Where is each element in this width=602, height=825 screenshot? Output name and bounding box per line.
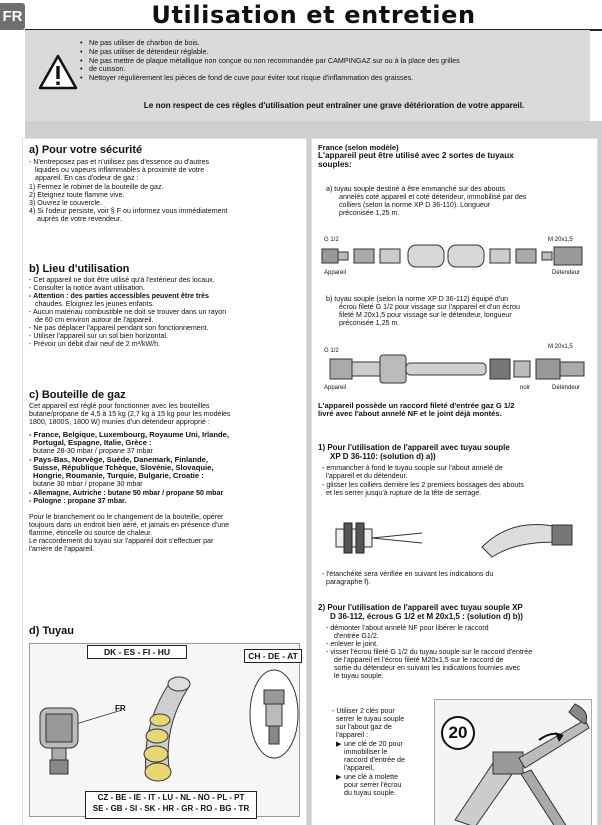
warning-item: • Nettoyer régulièrement les pièces de fond de cuve pour éviter tout risque d'inflammation des graisses. bbox=[80, 74, 588, 83]
text-line: immobiliser le bbox=[344, 748, 388, 756]
country-line: SE - GB - SI - SK - HR - GR - RO - BG - TR bbox=[92, 804, 250, 813]
label-g12: G 1/2 bbox=[324, 348, 339, 354]
text-line: Pour le branchement ou le changement de la bouteille, opérer bbox=[29, 513, 224, 521]
text-line: butane 28-30 mbar / propane 37 mbar bbox=[33, 447, 153, 455]
text-line: sortie du détendeur en suivant les indications fournies avec bbox=[334, 664, 521, 672]
text-line: - Cet appareil ne doit être utilisé qu'à l'extérieur des locaux. bbox=[29, 276, 215, 284]
section-d-title: d) Tuyau bbox=[29, 625, 75, 637]
text-line: - Pays-Bas, Norvège, Suède, Danemark, Finlande, bbox=[29, 455, 208, 464]
text-line: - Allemagne, Autriche : butane 50 mbar / propane 50 mbar bbox=[29, 489, 224, 497]
text-line: paragraphe f). bbox=[326, 578, 371, 586]
label-m20: M 20x1,5 bbox=[548, 237, 573, 243]
text-line: pour serrer l'écrou bbox=[344, 781, 402, 789]
fr-label: FR bbox=[115, 704, 126, 713]
text-line: chaudes. Eloignez les jeunes enfants. bbox=[35, 300, 155, 308]
warning-item: • Ne pas utiliser de charbon de bois. bbox=[80, 39, 588, 48]
label-appareil: Appareil bbox=[324, 385, 347, 391]
warning-item: • Ne pas utiliser de détendeur réglable. bbox=[80, 48, 588, 57]
s2-title: D 36-112, écrous G 1/2 et M 20x1,5 : (solution d) b)) bbox=[330, 612, 523, 621]
text-line: Cet appareil est réglé pour fonctionner avec les bouteilles bbox=[29, 402, 210, 410]
text-line: une clé à molette bbox=[344, 773, 399, 781]
warning-item: • Ne pas mettre de plaque métallique non conçue ou non recommandée par CAMPINGAZ sur ou à la place des grilles bbox=[80, 57, 588, 66]
text-line: - Utiliser 2 clés pour bbox=[332, 707, 395, 715]
raccord-line: livré avec l'about annelé NF et le joint déjà montés. bbox=[318, 409, 502, 418]
right-heading-2: L'appareil peut être utilisé avec 2 sortes de tuyaux bbox=[318, 151, 514, 160]
text-line: appareil. En cas d'odeur de gaz : bbox=[35, 174, 139, 182]
text-line: l'arrière de l'appareil. bbox=[29, 545, 95, 553]
wrench-size-badge: 20 bbox=[441, 716, 475, 750]
text-line: Le raccordement du tuyau sur l'appareil doit s'effectuer par bbox=[29, 537, 214, 545]
text-line: Hongrie, Roumanie, Turquie, Bulgarie, Croatie : bbox=[33, 471, 204, 480]
text-line: - l'étanchéité sera vérifiée en suivant les indications du bbox=[322, 570, 494, 578]
text-line: b) tuyau souple (selon la norme XP D 36-112) équipé d'un bbox=[326, 295, 509, 303]
text-line: - démonter l'about annelé NF pour libérer le raccord bbox=[326, 624, 489, 632]
text-line: d'entrée G1/2. bbox=[334, 632, 379, 640]
country-box-cz bbox=[85, 791, 257, 819]
text-line: - Attention : des parties accessibles peuvent être très bbox=[29, 292, 209, 300]
text-line: Suisse, République Tchèque, Slovénie, Slovaquie, bbox=[33, 463, 214, 472]
text-line: une clé de 20 pour bbox=[344, 740, 403, 748]
wrench-figure bbox=[434, 699, 592, 825]
right-heading-3: souples: bbox=[318, 160, 352, 169]
language-tab: FR bbox=[0, 3, 25, 30]
section-a-title: a) Pour votre sécurité bbox=[29, 144, 143, 156]
text-line: de 60 cm environ autour de l'appareil. bbox=[35, 316, 154, 324]
text-line: 3) Ouvrez le couvercle. bbox=[29, 199, 102, 207]
text-line: annelés coté appareil et coté détendeur, immobilisé par des bbox=[339, 193, 527, 201]
hose-figure bbox=[29, 643, 300, 817]
hose-b-diagram bbox=[318, 351, 593, 387]
text-line: - glisser les colliers derrière les 2 premiers bossages des abouts bbox=[322, 481, 524, 489]
text-line: - emmancher à fond le tuyau souple sur l'about annelé de bbox=[322, 464, 503, 472]
section-c-title: c) Bouteille de gaz bbox=[29, 389, 126, 401]
text-line: 4) Si l'odeur persiste, voir § F ou informez vous immédiatement bbox=[29, 207, 228, 215]
text-line: 1800, 1800S, 1800 W) munies d'un détendeur approprié : bbox=[29, 418, 210, 426]
page-title: Utilisation et entretien bbox=[151, 1, 476, 29]
text-line: 1) Fermez le robinet de la bouteille de gaz. bbox=[29, 183, 164, 191]
text-line: fileté M 20x1,5 pour vissage sur le détendeur, longueur bbox=[339, 311, 512, 319]
text-line: le tuyau souple. bbox=[334, 672, 384, 680]
left-column bbox=[22, 138, 307, 825]
label-detendeur: Détendeur bbox=[552, 270, 581, 276]
section-b-title: b) Lieu d'utilisation bbox=[29, 263, 130, 275]
text-line: - Ne pas déplacer l'appareil pendant son fonctionnement. bbox=[29, 324, 209, 332]
text-line: - visser l'écrou fileté G 1/2 du tuyau souple sur le raccord d'entrée bbox=[326, 648, 533, 656]
text-line: - Pologne : propane 37 mbar. bbox=[29, 497, 127, 505]
warning-bold-text: Le non respect de ces règles d'utilisation peut entraîner une grave détérioration de votre appareil. bbox=[143, 101, 525, 110]
raccord-line: L'appareil possède un raccord fileté d'entrée gaz G 1/2 bbox=[318, 401, 515, 410]
text-line: - N'entreposez pas et n'utilisez pas d'essence ou d'autres bbox=[29, 158, 210, 166]
label-noir: noir bbox=[520, 385, 531, 391]
text-line: butane 30 mbar / propane 30 mbar bbox=[33, 480, 143, 488]
text-line: écrou fileté G 1/2 pour vissage sur l'appareil et d'un écrou bbox=[339, 303, 520, 311]
text-line: de l'appareil et l'écrou fileté M20x1,5 sur le raccord de bbox=[334, 656, 504, 664]
s2-title: 2) Pour l'utilisation de l'appareil avec tuyau souple XP bbox=[318, 603, 523, 612]
right-column bbox=[311, 138, 598, 825]
label-appareil: Appareil bbox=[324, 270, 347, 276]
warning-list bbox=[80, 39, 588, 83]
text-line: - Aucun matériau combustible ne doit se trouver dans un rayon bbox=[29, 308, 227, 316]
text-line: liquides ou vapeurs inflammables à proximité de votre bbox=[35, 166, 205, 174]
bullet-mark: ▶ bbox=[336, 773, 342, 781]
text-line: colliers (selon la norme XP D 36-110). Longueur bbox=[339, 201, 491, 209]
text-line: toujours dans un endroit bien aéré, et jamais en présence d'une bbox=[29, 521, 230, 529]
text-line: du tuyau souple. bbox=[344, 789, 397, 797]
text-line: a) tuyau souple destiné à être emmanché sur des abouts bbox=[326, 185, 506, 193]
country-line: CZ - BE - IE - IT - LU - NL - NO - PL - PT bbox=[97, 793, 245, 802]
text-line: serrer le tuyau souple bbox=[336, 715, 405, 723]
right-heading-1: France (selon modèle) bbox=[318, 143, 399, 152]
text-line: flamme, étincelle ou source de chaleur. bbox=[29, 529, 153, 537]
text-line: - Consulter la notice avant utilisation. bbox=[29, 284, 145, 292]
warning-item-cont: • de cuisson. bbox=[80, 65, 588, 74]
text-line: l'appareil, bbox=[344, 764, 375, 772]
label-detendeur: Détendeur bbox=[552, 385, 581, 391]
collar-illustration bbox=[332, 513, 582, 563]
label-g12: G 1/2 bbox=[324, 237, 339, 243]
text-line: Portugal, Espagne, Italie, Grèce : bbox=[33, 438, 152, 447]
warning-triangle-icon bbox=[38, 54, 78, 90]
text-line: et les serrer jusqu'à rupture de la tête de serrage. bbox=[326, 489, 482, 497]
text-line: raccord d'entrée de bbox=[344, 756, 405, 764]
country-box-dk: DK - ES - FI - HU bbox=[87, 645, 187, 659]
text-line: butane/propane de 4,5 à 15 kg (2,7 kg à 15 kg pour les modèles bbox=[29, 410, 231, 418]
text-line: 2) Eteignez toute flamme vive. bbox=[29, 191, 125, 199]
text-line: sur l'about gaz de bbox=[336, 723, 392, 731]
s1-title: 1) Pour l'utilisation de l'appareil avec tuyau souple bbox=[318, 443, 510, 452]
text-line: - Prévoir un débit d'air neuf de 2 m³/kW/h. bbox=[29, 340, 161, 348]
text-line: l'appareil : bbox=[336, 731, 369, 739]
text-line: - France, Belgique, Luxembourg, Royaume Uni, Irlande, bbox=[29, 430, 230, 439]
s1-title: XP D 36-110: (solution d) a)) bbox=[330, 452, 436, 461]
label-m20: M 20x1,5 bbox=[548, 344, 573, 350]
text-line: préconisée 1,25 m. bbox=[339, 209, 400, 217]
text-line: - Utiliser l'appareil sur un sol bien horizontal. bbox=[29, 332, 168, 340]
text-line: auprès de votre revendeur. bbox=[37, 215, 122, 223]
text-line: préconisée 1,25 m. bbox=[339, 319, 400, 327]
text-line: l'appareil et du détendeur. bbox=[326, 472, 408, 480]
text-line: - enlever le joint. bbox=[326, 640, 379, 648]
country-box-ch: CH - DE - AT bbox=[244, 649, 302, 663]
bullet-mark: ▶ bbox=[336, 740, 342, 748]
